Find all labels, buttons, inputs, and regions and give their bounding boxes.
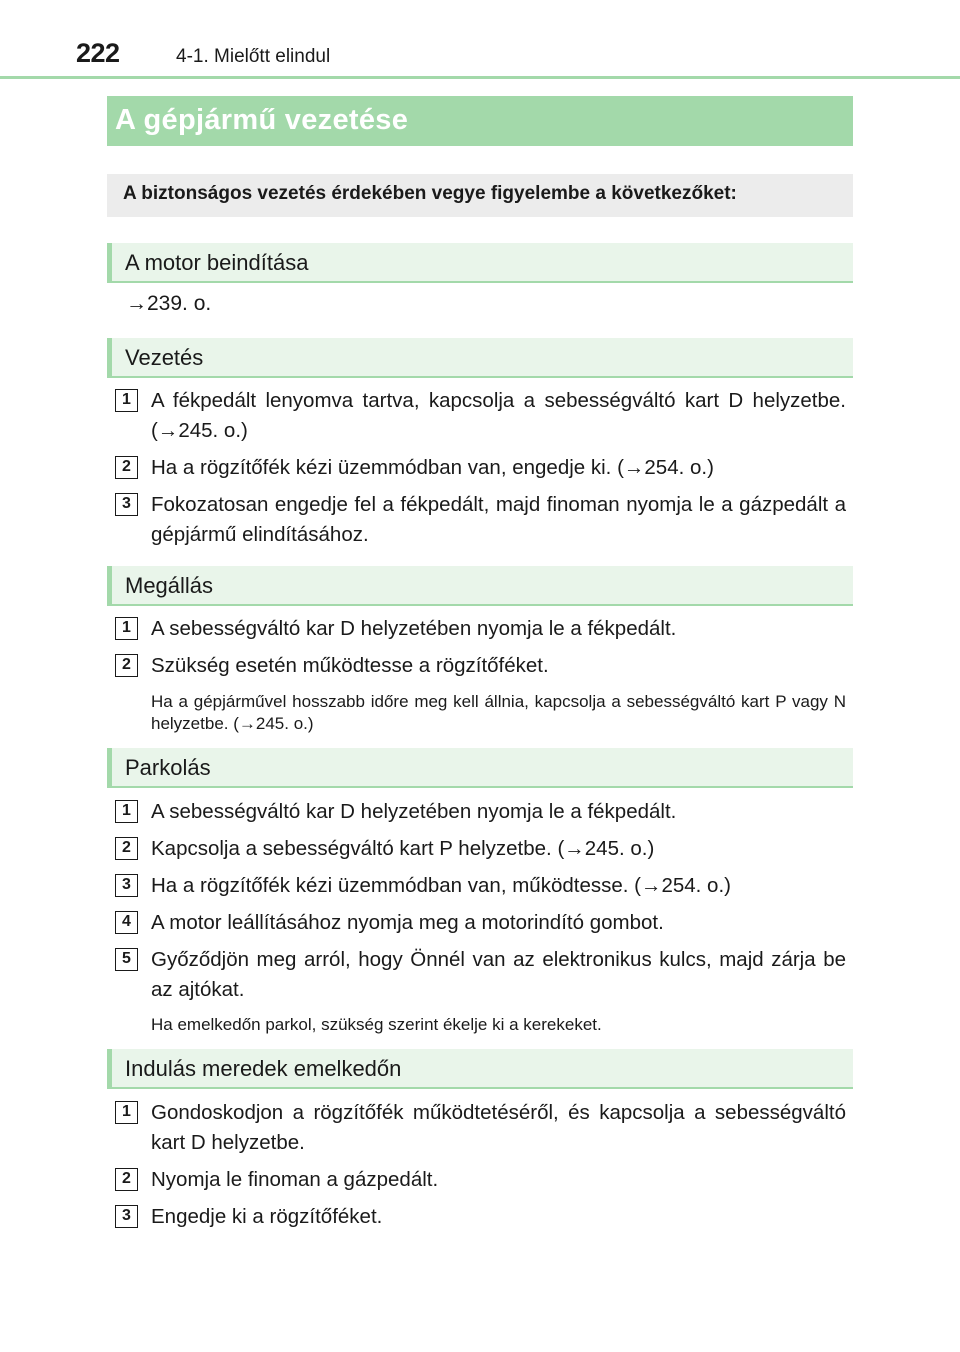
step-text: Győződjön meg arról, hogy Önnél van az elektronikus kulcs, majd zárja be az ajtókat. [151, 948, 846, 1001]
step-number: 1 [115, 800, 138, 823]
intro-box [107, 174, 853, 217]
step-text: Nyomja le finoman a gázpedált. [151, 1168, 439, 1191]
step-text: Ha a rögzítőfék kézi üzemmódban van, működtesse. (→254. o.) [151, 874, 731, 897]
step-number: 1 [115, 1101, 138, 1124]
section-heading-motor [107, 243, 853, 283]
step-number: 3 [115, 874, 138, 897]
step-number: 2 [115, 837, 138, 860]
section-heading-label: Megállás [125, 573, 214, 598]
intro-text: A biztonságos vezetés érdekében vegye figyelembe a következőket: [123, 183, 737, 204]
section-heading-label: Vezetés [125, 345, 204, 370]
section-heading-label: A motor beindítása [125, 250, 309, 275]
section-heading-megallas [107, 566, 853, 606]
step-number: 1 [115, 389, 138, 412]
section-heading-label: Parkolás [125, 755, 211, 780]
step-text: A fékpedált lenyomva tartva, kapcsolja a sebességváltó kart D helyzetbe. (→245. o.) [151, 389, 846, 442]
step-number: 2 [115, 1168, 138, 1191]
page-title-band [107, 96, 853, 146]
step-text: Kapcsolja a sebességváltó kart P helyzetbe. (→245. o.) [151, 837, 655, 860]
step-number: 4 [115, 911, 138, 934]
section-heading-label: Indulás meredek emelkedőn [125, 1056, 402, 1081]
step-text: A sebességváltó kar D helyzetében nyomja le a fékpedált. [151, 617, 677, 640]
section-heading-parkolas [107, 748, 853, 788]
step-text: Ha a rögzítőfék kézi üzemmódban van, engedje ki. (→254. o.) [151, 456, 714, 479]
step-text: A sebességváltó kar D helyzetében nyomja le a fékpedált. [151, 800, 677, 823]
page-reference: →239. o. [126, 292, 212, 315]
breadcrumb: 4-1. Mielőtt elindul [176, 46, 331, 67]
step-number: 3 [115, 1205, 138, 1228]
step-text: A motor leállításához nyomja meg a motorindító gombot. [151, 911, 664, 934]
step-number: 3 [115, 493, 138, 516]
section-heading-indulas [107, 1049, 853, 1089]
header-divider [0, 76, 960, 79]
step-number: 2 [115, 456, 138, 479]
step-text: Fokozatosan engedje fel a fékpedált, majd finoman nyomja le a gázpedált a gépjármű elindításához. [151, 493, 846, 546]
page-title: A gépjármű vezetése [115, 104, 409, 136]
note-text: Ha emelkedőn parkol, szükség szerint ékelje ki a kerekeket. [151, 1015, 602, 1034]
step-number: 1 [115, 617, 138, 640]
step-number: 5 [115, 948, 138, 971]
step-number: 2 [115, 654, 138, 677]
step-text: Engedje ki a rögzítőféket. [151, 1205, 383, 1228]
step-text: Szükség esetén működtesse a rögzítőféket. [151, 654, 549, 677]
note-text: Ha a gépjárművel hosszabb időre meg kell állnia, kapcsolja a sebességváltó kart P vagy N helyzetbe. (→245. o.) [151, 692, 846, 733]
step-text: Gondoskodjon a rögzítőfék működtetéséről, és kapcsolja a sebességváltó kart D helyzetbe. [151, 1101, 846, 1154]
section-heading-vezetes [107, 338, 853, 378]
page-number: 222 [76, 38, 120, 68]
